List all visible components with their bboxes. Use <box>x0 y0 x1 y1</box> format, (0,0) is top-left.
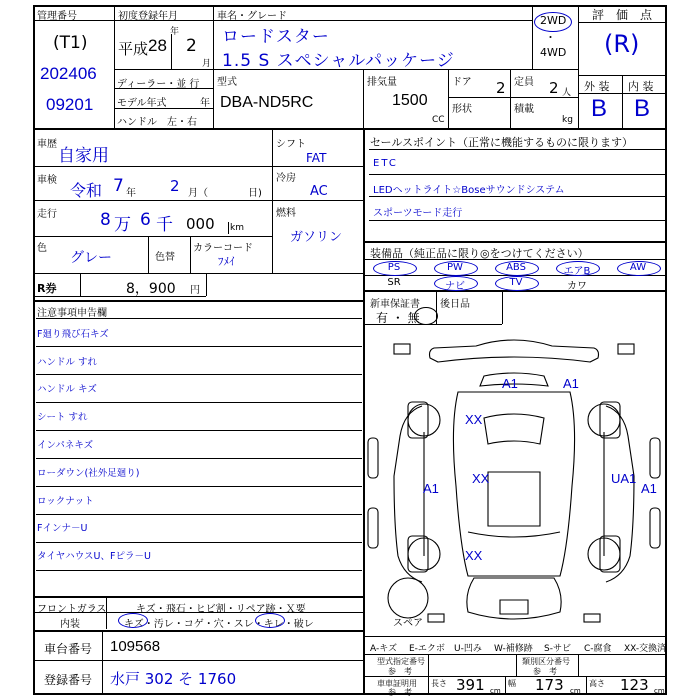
load-unit: kg <box>562 115 573 125</box>
warranty-value: 有 ・ 無 <box>376 311 420 325</box>
equip-ps: PS <box>387 262 401 273</box>
interior-label: 内 装 <box>628 80 654 93</box>
mileage-rest: 000 <box>186 215 215 233</box>
displacement-value: 1500 <box>392 92 428 109</box>
color-code-value: ﾌﾒｲ <box>218 255 235 268</box>
color-change-label: 色替 <box>155 252 175 263</box>
equipment-label: 装備品（純正品に限り◎をつけてください） <box>370 247 589 260</box>
recycle-unit: 円 <box>190 285 200 296</box>
grade: 1.5 S スペシャルパッケージ <box>222 51 455 71</box>
shift-label: シフト <box>276 139 306 150</box>
class-label: 類別区分番号 <box>522 657 570 666</box>
width-unit: cm <box>570 687 581 695</box>
legend-c: C-腐食 <box>584 644 612 654</box>
front-glass-value: キズ・飛石・ヒビ割・リペア跡・Ｘ要 <box>136 604 306 615</box>
damage-xx-left-front: XX <box>465 412 483 427</box>
exterior-label: 外 装 <box>584 80 610 93</box>
note-item: ハンドル すれ <box>37 357 98 368</box>
inspection-era: 令和 <box>70 181 103 200</box>
damage-ua1-right: UA1 <box>611 471 637 486</box>
legend-e: E-エクボ <box>409 644 445 654</box>
cert-sub: 参 考 <box>388 688 412 697</box>
damage-xx-left-rear: XX <box>465 548 483 563</box>
note-item: Fインナ－U <box>37 523 88 534</box>
interior-cond-value: キズ・汚レ・コゲ・穴・スレ・キレ・破レ <box>124 619 314 630</box>
first-reg-era: 平成 <box>118 40 149 58</box>
note-item: F廻り飛び石キズ <box>37 329 109 340</box>
load-label: 積載 <box>514 104 534 115</box>
sales-point-item: ETC <box>373 158 398 169</box>
displacement-label: 排気量 <box>367 77 397 88</box>
color-code-label: カラーコード <box>193 243 253 254</box>
kanri-number-1: 202406 <box>40 64 97 83</box>
front-glass-label: フロントガラス <box>37 604 107 615</box>
equip-pw: PW <box>447 262 463 273</box>
fuel-value: ガソリン <box>290 230 343 245</box>
note-item: インパネキズ <box>37 440 94 451</box>
inspection-year-unit: 年 <box>126 188 136 199</box>
legend-u: U-凹み <box>454 644 482 654</box>
header-divider <box>33 128 667 130</box>
height-label: 高さ <box>589 679 605 688</box>
first-reg-label: 初度登録年月 <box>118 11 178 22</box>
reg-label: 登録番号 <box>44 673 93 687</box>
note-item: ハンドル キズ <box>37 384 97 395</box>
class-sub: 参 考 <box>533 667 557 676</box>
exterior-value: B <box>591 95 608 122</box>
mileage-sen: 6 <box>140 210 151 230</box>
inspection-month: 2 <box>170 177 180 195</box>
warranty-none-circle <box>414 307 438 325</box>
length-unit: cm <box>490 687 501 695</box>
ac-label: 冷房 <box>276 173 296 184</box>
damage-a1-left: A1 <box>423 481 439 496</box>
type-value: DBA-ND5RC <box>220 94 314 111</box>
damage-a1-top-right: A1 <box>563 376 579 391</box>
name-grade-label: 車名・グレード <box>217 11 287 22</box>
reg-value: 水戸 302 そ 1760 <box>110 670 237 688</box>
damage-xx-center: XX <box>472 471 490 486</box>
shape-label: 形状 <box>452 104 472 115</box>
model-year-label: モデル年式 <box>117 98 167 109</box>
equip-sr: SR <box>387 277 401 288</box>
door-label: ドア <box>452 77 472 88</box>
height-value: 123 <box>620 676 649 694</box>
kizu-circle <box>118 613 148 628</box>
legend-a: A-キズ <box>370 644 398 654</box>
type-cert-label: 型式指定番号 <box>377 657 425 666</box>
capacity-value: 2 <box>549 79 559 97</box>
recycle-value: 8，900 <box>126 281 176 297</box>
car-name: ロードスター <box>222 27 330 47</box>
color-value: グレー <box>70 250 112 266</box>
month-unit: 月 <box>202 59 212 69</box>
warranty-label: 新車保証書 <box>370 299 420 310</box>
ac-value: AC <box>310 184 328 199</box>
year-unit: 年 <box>170 27 180 37</box>
door-value: 2 <box>496 79 506 97</box>
type-label: 型式 <box>217 77 237 88</box>
chassis-label: 車台番号 <box>44 642 93 656</box>
width-value: 173 <box>535 676 564 694</box>
first-reg-year: 28 <box>148 36 167 55</box>
mileage-sen-unit: 千 <box>156 215 173 235</box>
kanri-number-2: 09201 <box>46 95 94 114</box>
mileage-man: 8 <box>100 210 111 230</box>
height-unit: cm <box>654 687 665 695</box>
legend-s: S-サビ <box>544 644 571 654</box>
rating-value: (R) <box>604 30 640 58</box>
history-label: 車歴 <box>37 139 57 150</box>
mileage-unit: km <box>230 223 244 233</box>
sure-circle <box>255 613 285 628</box>
shift-value: FAT <box>306 151 327 165</box>
equip-airbag: エアB <box>563 266 591 277</box>
note-item: シート すれ <box>37 412 88 423</box>
legend-w: W-補修跡 <box>494 644 533 654</box>
recycle-label: R券 <box>37 282 57 295</box>
rating-label: 評 価 点 <box>592 8 653 22</box>
displacement-unit: CC <box>432 115 445 125</box>
equip-tv: TV <box>509 277 523 288</box>
note-item: ローダウン(社外足廻り) <box>37 468 140 479</box>
model-year-unit: 年 <box>200 98 210 109</box>
note-item: ロックナット <box>37 496 94 507</box>
kanri-label: 管理番号 <box>37 11 77 22</box>
inspection-label: 車検 <box>37 175 57 186</box>
damage-a1-right: A1 <box>641 481 657 496</box>
equip-leather: カワ <box>567 281 587 292</box>
note-item: タイヤハウスU、Fピラ－U <box>37 551 151 562</box>
drive-dot: ・ <box>545 31 556 44</box>
kanri-code: (T1) <box>53 33 88 53</box>
drive-2wd: 2WD <box>540 14 567 27</box>
dealer-label: ディーラー・並 行 <box>117 79 200 90</box>
first-reg-month: 2 <box>186 36 197 56</box>
equip-aw: AW <box>629 262 647 273</box>
sales-points-label: セールスポイント（正常に機能するものに限ります） <box>370 136 634 149</box>
length-label: 長さ <box>431 679 447 688</box>
later-items-label: 後日品 <box>440 299 470 310</box>
length-value: 391 <box>456 676 485 694</box>
width-label: 幅 <box>508 679 516 688</box>
color-label: 色 <box>37 243 47 254</box>
legend-xx: XX-交換済 <box>624 644 667 654</box>
interior-cond-label: 内装 <box>60 619 80 630</box>
chassis-value: 109568 <box>110 638 161 655</box>
type-cert-sub: 参 考 <box>388 667 412 676</box>
inspection-day-unit: 日) <box>248 188 262 199</box>
notes-label: 注意事項申告欄 <box>37 308 107 319</box>
spare-label: スペア <box>393 618 423 629</box>
capacity-label: 定員 <box>514 77 534 88</box>
fuel-label: 燃料 <box>276 208 296 219</box>
mileage-label: 走行 <box>37 209 57 220</box>
mileage-man-unit: 万 <box>114 215 131 235</box>
equip-navi: ナビ <box>445 281 465 292</box>
cert-label: 車車証明用 <box>377 679 417 688</box>
handle-label: ハンドル 左・右 <box>117 117 197 128</box>
damage-a1-top-left: A1 <box>502 376 518 391</box>
inspection-month-unit: 月（ <box>188 188 208 199</box>
drive-4wd: 4WD <box>540 46 567 59</box>
history-value: 自家用 <box>58 146 109 166</box>
interior-value: B <box>634 95 651 122</box>
capacity-unit: 人 <box>562 88 572 98</box>
sales-point-item: スポーツモード走行 <box>373 208 463 219</box>
sales-point-item: LEDヘットライト☆Boseサウンドシステム <box>373 185 565 196</box>
equip-abs: ABS <box>506 262 526 273</box>
inspection-year: 7 <box>113 176 124 196</box>
